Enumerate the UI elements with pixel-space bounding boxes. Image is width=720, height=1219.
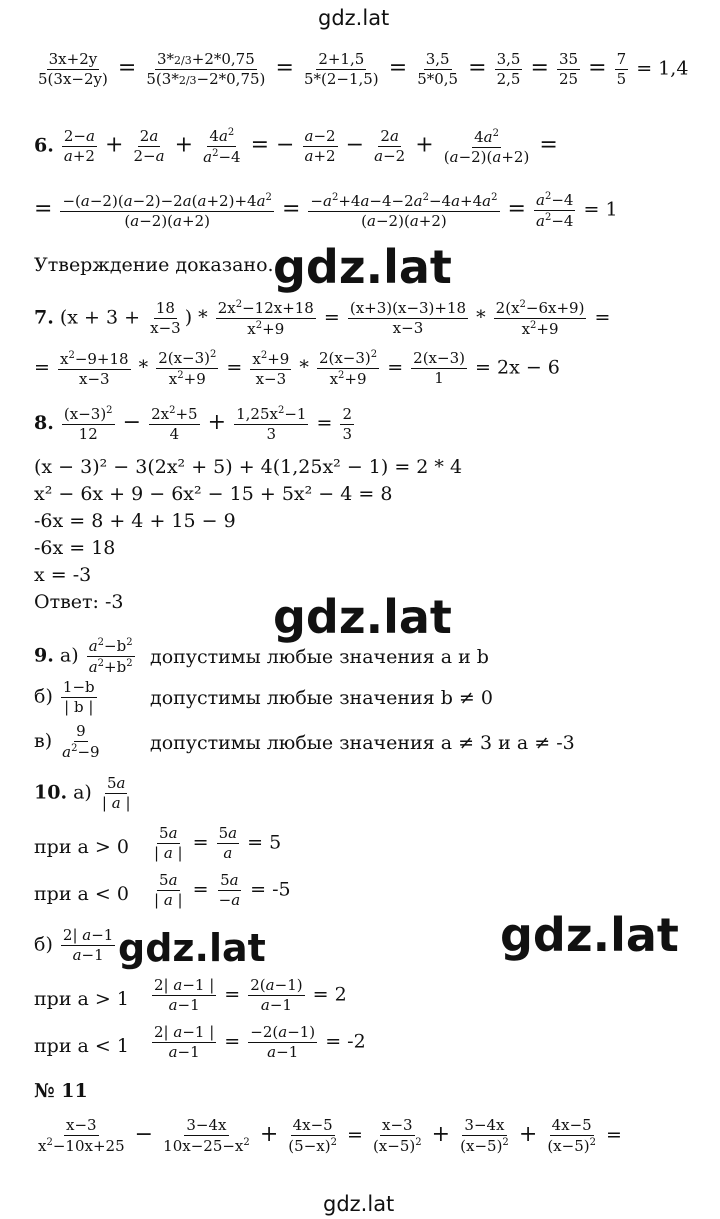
domain-text: допустимы любые значения b ≠ 0 xyxy=(150,687,493,709)
equation-line: $\frac{2| a-1 |}{a-1}$ = $\frac{-2(a-1)}{a-1}$ = -2 xyxy=(154,1023,366,1061)
part-label: а) xyxy=(73,781,92,804)
equation-step: -6x = 8 + 4 + 15 − 9 xyxy=(34,510,236,532)
equation-step: (x − 3)² − 3(2x² + 5) + 4(1,25x² − 1) = 2 * 4 xyxy=(34,456,463,478)
condition-label: при a < 1 xyxy=(34,1035,129,1057)
task-number: 8. xyxy=(34,412,54,434)
equation-line: $\frac{x-3}{x^2-10x+25}$ − $\frac{3-4x}{10x-25-x^2}$ + $\frac{4x-5}{(5-x)^2}$ = $\frac{x-3}{(x-5)^2}$ + $\frac{3-4x}{(x-5)^2}$ + $\frac{4x-5}{(x-5)^2}$ = xyxy=(38,1116,622,1155)
watermark: gdz.lat xyxy=(273,590,452,644)
equation-line: $\frac{3x+2y}{5(3x-2y)}$ = $\frac{3*2/3+2*0,75}{5(3*2/3-2*0,75)}$ = $\frac{2+1,5}{5*(2-1,5)}$ = $\frac{3,5}{5*0,5}$ = $\frac{3,5}{2,5}$ = $\frac{35}{25}$ = $\frac{7}{5}$ = 1,4 xyxy=(38,50,689,88)
equation-line: = $\frac{-(a-2)(a-2)-2a(a+2)+4a^2}{(a-2)(a+2)}$ = $\frac{-a^2+4a-4-2a^2-4a+4a^2}{(a-2)(a+2)}$ = $\frac{a^2-4}{a^2-4}$ = 1 xyxy=(34,191,618,230)
answer-text: Ответ: -3 xyxy=(34,591,124,613)
equation-line: 10. а) $\frac{5a}{| a |}$ xyxy=(34,774,131,812)
equation-line: $\frac{2| a-1 |}{a-1}$ = $\frac{2(a-1)}{a-1}$ = 2 xyxy=(154,976,347,1014)
equation-line: 6. $\frac{2-a}{a+2}$ + $\frac{2a}{2-a}$ + $\frac{4a^2}{a^2-4}$ = − $\frac{a-2}{a+2}$ − $\frac{2a}{a-2}$ + $\frac{4a^2}{(a-2)(a+2)}$ = xyxy=(34,127,558,166)
task-number: 7. xyxy=(34,306,54,329)
task-number: № 11 xyxy=(34,1080,88,1102)
equation-line: $\frac{5a}{| a |}$ = $\frac{5a}{a}$ = 5 xyxy=(154,824,282,862)
part-label: б) xyxy=(34,685,53,708)
task-number: 6. xyxy=(34,134,54,157)
equation-line: 7. (x + 3 + $\frac{18}{x-3}$ ) * $\frac{2x^2-12x+18}{x^2+9}$ = $\frac{(x+3)(x-3)+18}{x-3}$ * $\frac{2(x^2-6x+9)}{x^2+9}$ = xyxy=(34,299,611,338)
conclusion-text: Утверждение доказано. xyxy=(34,254,274,276)
task-number: 9. xyxy=(34,644,54,667)
equation-line: = $\frac{x^2-9+18}{x-3}$ * $\frac{2(x-3)^2}{x^2+9}$ = $\frac{x^2+9}{x-3}$ * $\frac{2(x-3)^2}{x^2+9}$ = $\frac{2(x-3)}{1}$ = 2x − 6 xyxy=(34,349,560,388)
watermark: gdz.lat xyxy=(118,926,266,970)
equation-line: $\frac{5a}{| a |}$ = $\frac{5a}{-a}$ = -5 xyxy=(154,871,291,909)
part-label: а) xyxy=(59,644,79,667)
task-number: 10. xyxy=(34,781,68,804)
equation-line: б) $\frac{2| a-1}{a-1}$ xyxy=(34,926,114,964)
watermark: gdz.lat xyxy=(273,240,452,294)
equation-step: -6x = 18 xyxy=(34,537,116,559)
equation-line: б) $\frac{1-b}{| b |}$ xyxy=(34,678,95,716)
part-label: б) xyxy=(34,933,53,956)
watermark: gdz.lat xyxy=(323,1192,395,1216)
equation-line: 8. $\frac{(x-3)^2}{12}$ − $\frac{2x^2+5}{4}$ + $\frac{1,25x^2-1}{3}$ = $\frac{2}{3}$ xyxy=(34,404,353,443)
condition-label: при a > 1 xyxy=(34,988,129,1010)
equation-line: 9. а) $\frac{a^2-b^2}{a^2+b^2}$ xyxy=(34,637,133,676)
watermark: gdz.lat xyxy=(500,908,679,962)
equation-step: x² − 6x + 9 − 6x² − 15 + 5x² − 4 = 8 xyxy=(34,483,393,505)
part-label: в) xyxy=(34,730,53,752)
condition-label: при a < 0 xyxy=(34,883,129,905)
condition-label: при a > 0 xyxy=(34,836,129,858)
domain-text: допустимы любые значения a ≠ 3 и a ≠ -3 xyxy=(150,732,575,754)
watermark: gdz.lat xyxy=(318,6,390,30)
equation-line: в) $\frac{9}{a^2-9}$ xyxy=(34,722,100,761)
domain-text: допустимы любые значения a и b xyxy=(150,646,489,668)
equation-step: x = -3 xyxy=(34,564,92,586)
